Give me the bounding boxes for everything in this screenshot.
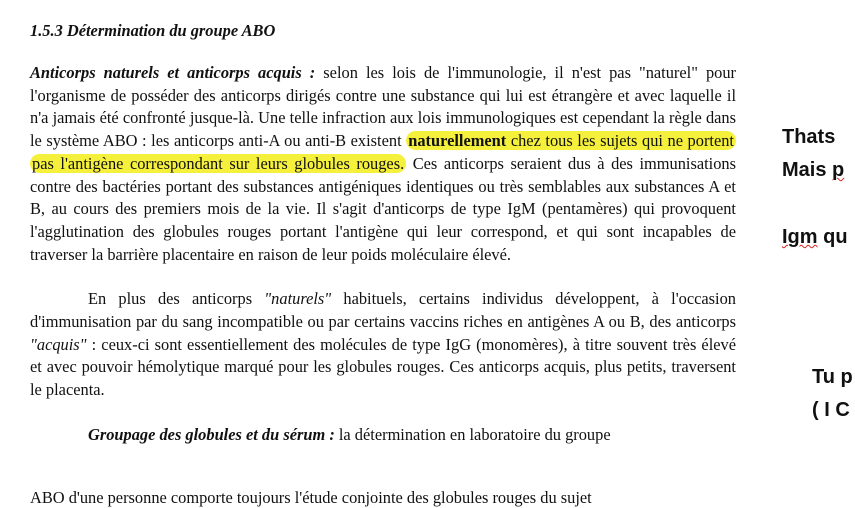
paragraph-text: : ceux-ci sont essentiellement des molécules de type IgG (monomères), à titre souvent très élevé et avec pouvoir hémolytique marqué pour les globules rouges. Ces anticorps acquis, plus petits, traversent le placenta.: [30, 334, 736, 400]
section-heading: 1.5.3 Détermination du groupe ABO: [30, 21, 276, 40]
paragraph-acquired-antibodies: [30, 288, 736, 402]
paragraph-natural-antibodies: [30, 62, 736, 266]
side-note-3: Igm qu: [782, 226, 848, 248]
paragraph-grouping: [30, 424, 736, 447]
spellcheck-word: Igm: [782, 226, 818, 248]
bold-keyword: naturellement: [408, 131, 507, 151]
side-note-2: Mais p: [782, 159, 845, 181]
paragraph-text: la détermination en laboratoire du groupe: [334, 424, 611, 444]
paragraph-text-continued: Ces anticorps seraient dus à des immunisations contre des bactéries portant des substances antigéniques identiques ou très semblables aux substances A et B, au cours des premiers mois de la vie. Il s'agit d'anticorps de type IgM (pentamères) qui provoquent l'agglutination des globules rouges portant l'antigène qui leur correspond, et qui sont incapables de traverser la barrière placentaire en raison de leur poids moléculaire élevé.: [30, 153, 736, 264]
side-note-4: Tu p: [812, 366, 853, 388]
side-note-1: Thats: [782, 126, 836, 148]
paragraph-text: habituels, certains individus développent, à l'occasion d'immunisation par du sang incompatible ou par certains vaccins riches en antigènes A ou B, des anticorps: [30, 289, 737, 332]
side-note-5: ( I C: [812, 399, 850, 421]
highlighted-rest: chez tous les sujets qui ne portent pas l'antigène correspondant sur leurs globules rouges.: [32, 131, 734, 173]
paragraph-lead: Groupage des globules et du sérum :: [88, 424, 335, 444]
italic-term-acquis: "acquis": [30, 334, 87, 354]
paragraph-text: En plus des anticorps: [88, 289, 265, 309]
italic-term-naturels: "naturels": [264, 289, 332, 309]
paragraph-lead: Anticorps naturels et anticorps acquis :: [30, 63, 316, 82]
document-page: [30, 20, 736, 447]
cut-off-line: ABO d'une personne comporte toujours l'étude conjointe des globules rouges du sujet: [30, 488, 592, 507]
paragraph-text: selon les lois de l'immunologie, il n'est pas "naturel" pour l'organisme de posséder des anticorps dirigés contre une substance qui lui est étrangère et avec laquelle il n'a jamais été confronté jusque-là. Une telle infraction aux lois immunologiques est cependant la règle dans le système ABO : les anticorps anti-A ou anti-B existent: [30, 63, 736, 151]
spellcheck-word: p: [832, 159, 845, 181]
